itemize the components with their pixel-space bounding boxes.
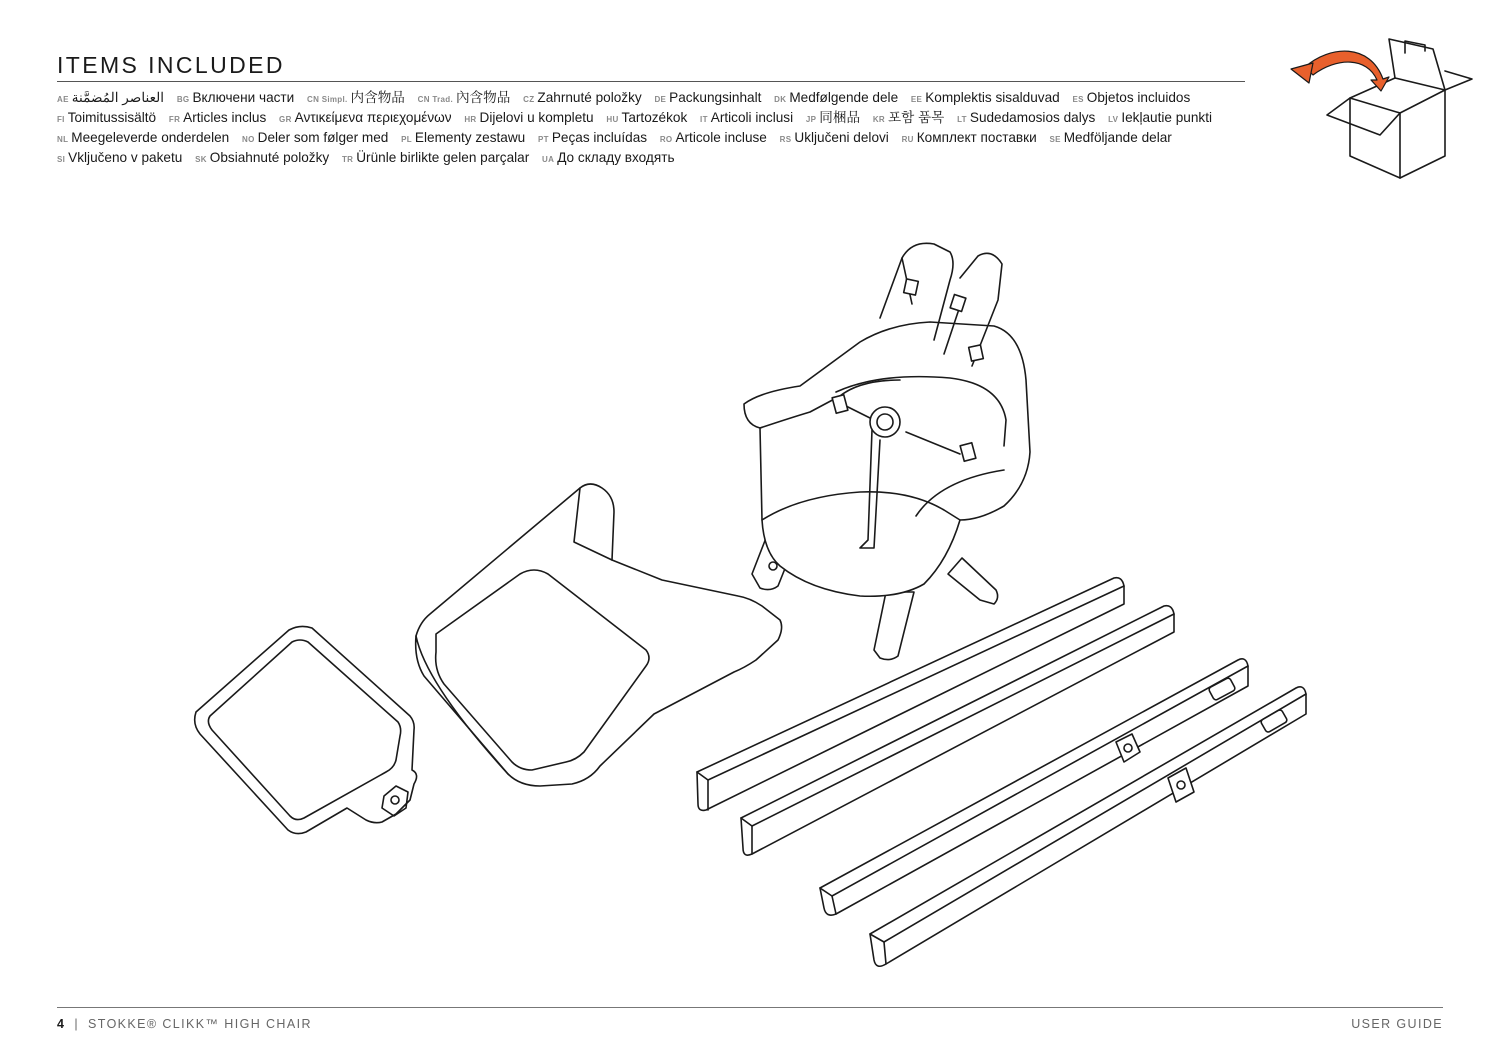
language-code: ES [1072,95,1084,104]
language-item [57,130,229,145]
language-item [418,90,511,105]
language-translations [57,89,1247,169]
language-item [57,90,164,105]
parts-illustration [0,200,1500,1000]
language-item [169,110,266,125]
language-item [780,130,889,145]
language-label: Articles inclus [183,110,267,125]
language-label: Medfølgende dele [789,90,899,105]
language-label: Komplektis sisalduvad [925,90,1060,105]
language-label: Tartozékok [621,110,688,125]
language-item [538,130,647,145]
tray-insert [195,626,417,833]
language-item [464,110,593,125]
language-item [1072,90,1190,105]
language-code: CN Simpl. [307,95,348,104]
language-label: Dijelovi u kompletu [479,110,594,125]
language-label: العناصر المُضمَّنة [71,90,165,105]
language-label: Vključeno v paketu [68,150,183,165]
language-item [873,110,944,125]
language-code: TR [341,155,354,164]
language-code: LT [957,115,967,124]
language-code: BG [176,95,190,104]
language-label: Medföljande delar [1063,130,1172,145]
language-label: До складу входять [557,150,675,165]
language-code: NO [242,135,255,144]
language-label: Sudedamosios dalys [969,110,1096,125]
language-item [902,130,1037,145]
tray [416,484,782,786]
language-label: Elementy zestawu [414,130,526,145]
language-code: HR [464,115,477,124]
language-item [806,110,860,125]
language-code: FI [57,115,65,124]
language-item [911,90,1060,105]
language-code: IT [700,115,708,124]
language-label: Комплект поставки [916,130,1037,145]
language-item [542,150,674,165]
open-box-icon [1285,33,1480,185]
language-label: Meegeleverde onderdelen [71,130,230,145]
page-title: ITEMS INCLUDED [57,52,285,78]
language-label: Obsiahnuté položky [209,150,330,165]
language-item [57,150,182,165]
language-code: JP [805,115,817,124]
language-code: SK [195,155,207,164]
language-label: Articole incluse [675,130,767,145]
language-label: Deler som følger med [257,130,389,145]
language-label: 内含物品 [350,90,405,105]
language-code: PL [401,135,412,144]
language-label: Uključeni delovi [794,130,889,145]
language-item [401,130,525,145]
language-label: Αντικείμενα περιεχομένων [294,110,452,125]
product-name: STOKKE® CLIKK™ HIGH CHAIR [88,1017,312,1031]
language-code: LV [1108,115,1119,124]
language-code: AE [57,95,69,104]
footer-guide-label: USER GUIDE [1351,1017,1443,1031]
language-code: DK [774,95,787,104]
language-label: 內含物品 [455,90,511,105]
language-item [523,90,642,105]
language-label: Включени части [192,90,295,105]
language-item [242,130,388,145]
language-item [1049,130,1171,145]
language-code: UA [542,155,555,164]
language-label: Articoli inclusi [710,110,794,125]
language-item [774,90,898,105]
page-number: 4 [57,1017,66,1031]
language-item [307,90,405,105]
footer-left [57,1017,312,1031]
language-label: Packungsinhalt [669,90,762,105]
language-code: PT [538,135,549,144]
language-code: NL [57,135,69,144]
language-label: Ürünle birlikte gelen parçalar [356,150,530,165]
language-item [660,130,767,145]
language-item [654,90,761,105]
language-item [1108,110,1212,125]
language-code: HU [606,115,619,124]
language-code: CN Trad. [417,95,453,104]
language-item [957,110,1095,125]
title-divider [57,81,1245,82]
language-code: SE [1049,135,1061,144]
language-item [700,110,793,125]
language-label: Zahrnuté položky [537,90,642,105]
language-code: CZ [523,95,535,104]
language-label: Peças incluídas [551,130,648,145]
language-label: 同梱品 [819,110,861,125]
language-code: KR [872,115,885,124]
footer-separator: | [74,1017,80,1031]
language-label: Objetos incluidos [1086,90,1191,105]
language-item [606,110,687,125]
seat-with-harness [744,243,1030,659]
language-code: RS [779,135,792,144]
footer-divider [57,1007,1443,1008]
language-code: FR [168,115,181,124]
language-item [57,110,156,125]
language-label: 포함 품목 [888,110,945,125]
language-label: Toimitussisältö [67,110,157,125]
language-item [195,150,329,165]
language-item [177,90,294,105]
language-code: RU [901,135,914,144]
language-code: SI [57,155,66,164]
language-code: GR [279,115,292,124]
language-code: RO [659,135,673,144]
language-item [279,110,452,125]
language-code: DE [654,95,667,104]
language-code: EE [910,95,923,104]
language-label: Iekļautie punkti [1121,110,1213,125]
language-item [342,150,529,165]
